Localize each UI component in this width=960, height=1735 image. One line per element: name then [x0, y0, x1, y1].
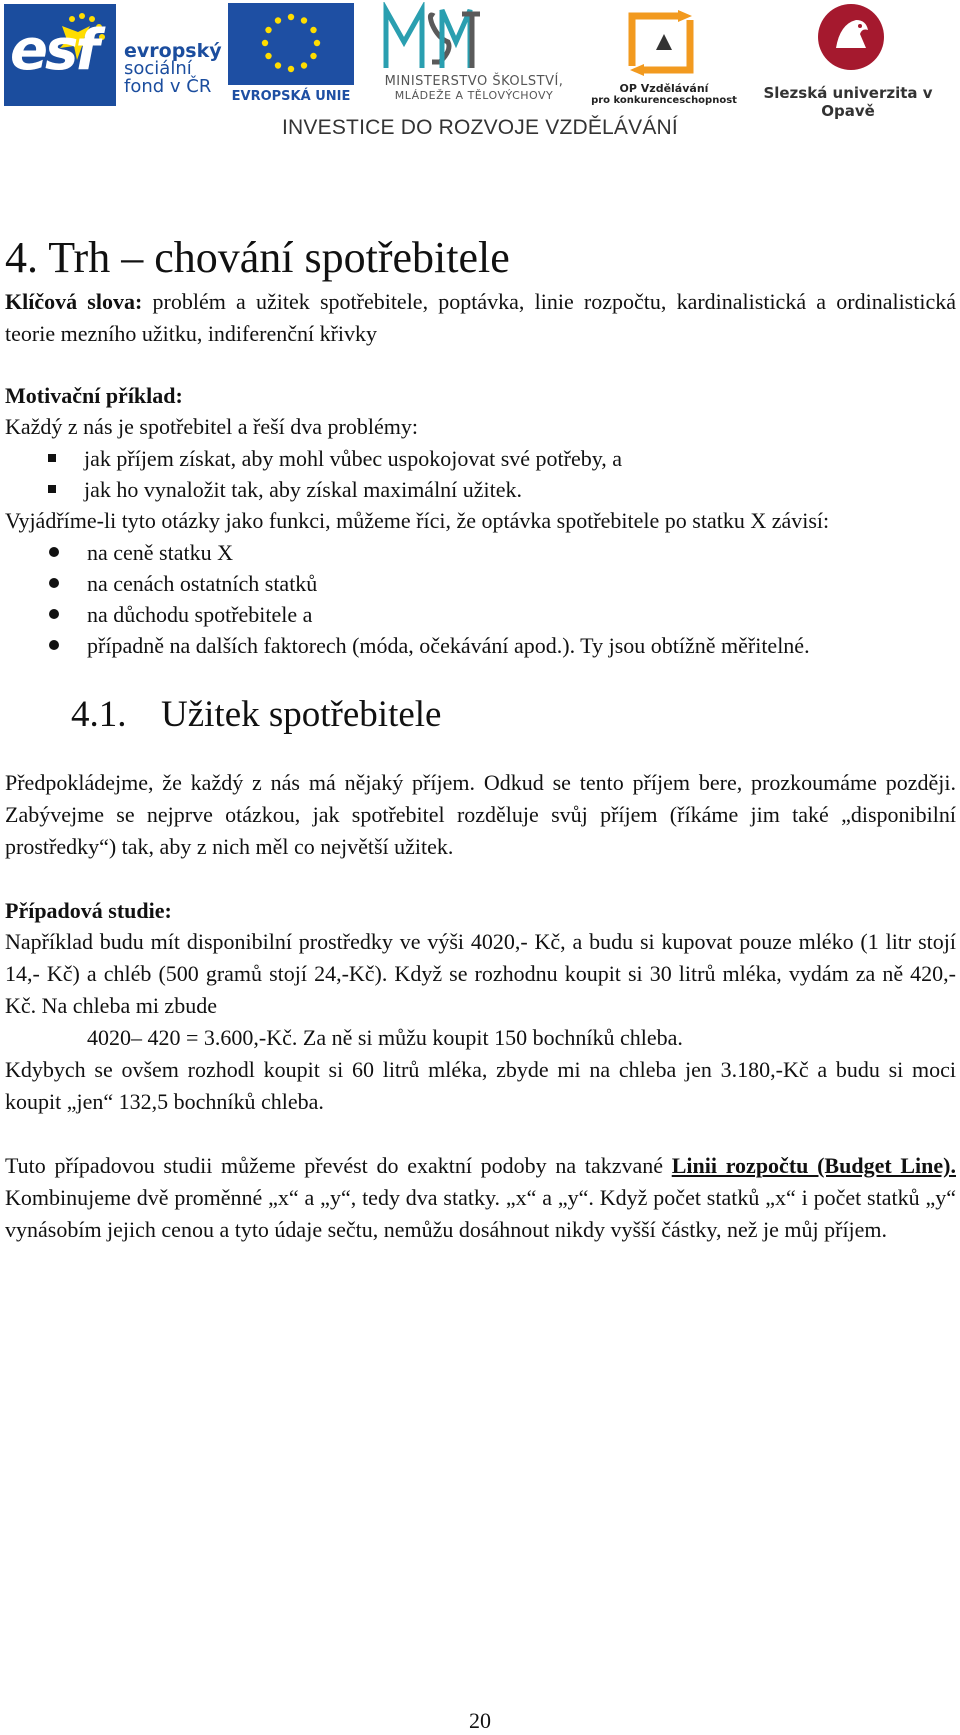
case-study-paragraph-2: Kdybych se ovšem rozhodl koupit si 60 litrů mléka, zbyde mi na chleba jen 3.180,-Kč a budu si moci koupit „jen“ 132,5 bochníků chleba.: [5, 1057, 956, 1114]
motivation-block: [5, 380, 956, 661]
section-number: 4.1.: [71, 694, 127, 735]
slu-logo: Slezská univerzita v Opavě: [738, 2, 958, 110]
chapter-title: 4. Trh – chování spotřebitele: [5, 233, 510, 282]
square-bullet-icon: [48, 454, 56, 462]
motivation-label: Motivační příklad:: [5, 383, 183, 408]
section-heading: [5, 687, 956, 743]
keywords-paragraph: [5, 286, 956, 350]
section-title: Užitek spotřebitele: [161, 694, 442, 735]
esf-logo: [4, 4, 224, 108]
budget-line-term: Linii rozpočtu (Budget Line).: [671, 1153, 956, 1178]
slu-seal: [816, 2, 886, 72]
square-bullet-icon: [48, 485, 56, 493]
round-bullet-icon: [49, 640, 59, 650]
list-item: na ceně statku X: [5, 537, 956, 568]
msmt-wordmark: MINISTERSTVO ŠKOLSTVÍ, MLÁDEŽE A TĚLOVÝCHOVY: [384, 74, 564, 102]
keywords-text: problém a užitek spotřebitele, poptávka, linie rozpočtu, kardinalistická a ordinalistická teorie mezního užitku, indiferenční křivky: [5, 289, 956, 346]
utility-paragraph: Předpokládejme, že každý z nás má nějaký příjem. Odkud se tento příjem bere, prozkoumáme později. Zabývejme se nejprve otázkou, jak spotřebitel rozděluje svůj příjem (říkáme jim také „disponibilní prostředky“) tak, aby z nich měl co největší užitek.: [5, 770, 956, 859]
case-study-label: Případová studie:: [5, 898, 172, 923]
list-item: případně na dalších faktorech (móda, očekávání apod.). Ty jsou obtížně měřitelné.: [5, 630, 956, 661]
eu-logo: EVROPSKÁ UNIE: [226, 3, 356, 109]
factor-list: [5, 537, 956, 661]
list-item: jak příjem získat, aby mohl vůbec uspokojovat své potřeby, a: [5, 443, 956, 474]
op-vk-logo: [590, 4, 738, 110]
keywords-label: Klíčová slova:: [5, 289, 143, 314]
esf-logo-mark: esf: [4, 4, 116, 106]
op-vk-mark: [626, 10, 696, 76]
document-content: [5, 230, 956, 1246]
op-vk-wordmark: OP Vzdělávání pro konkurenceschopnost: [591, 82, 737, 106]
calculation-line: 4020– 420 = 3.600,-Kč. Za ně si můžu koupit 150 bochníků chleba.: [87, 1025, 683, 1050]
eu-flag: [228, 3, 354, 85]
round-bullet-icon: [49, 578, 59, 588]
msmt-logo: [362, 2, 586, 110]
page-number: 20: [469, 1708, 491, 1733]
function-paragraph: Vyjádříme-li tyto otázky jako funkci, můžeme říci, že optávka spotřebitele po statku X závisí:: [5, 508, 830, 533]
budget-line-paragraph: Tuto případovou studii můžeme převést do exaktní podoby na takzvané Linii rozpočtu (Budget Line). Kombinujeme dvě proměnné „x“ a „y“, tedy dva statky. „x“ a „y“. Když počet statků „x“ i počet statků „y“ vynásobím jejich cenou a tyto údaje sečtu, nemůžu dosáhnout nikdy vyšší částky, než je můj příjem.: [5, 1153, 956, 1242]
list-item: jak ho vynaložit tak, aby získal maximální užitek.: [5, 474, 956, 505]
header-logos: [0, 0, 960, 150]
list-item: na cenách ostatních statků: [5, 568, 956, 599]
round-bullet-icon: [49, 609, 59, 619]
problem-list: [5, 443, 956, 505]
msmt-mark: [382, 2, 482, 72]
round-bullet-icon: [49, 547, 59, 557]
investment-slogan: INVESTICE DO ROZVOJE VZDĚLÁVÁNÍ: [282, 116, 678, 139]
motivation-intro: Každý z nás je spotřebitel a řeší dva problémy:: [5, 414, 418, 439]
esf-wordmark: evropský sociální fond v ČR: [124, 40, 222, 97]
list-item: na důchodu spotřebitele a: [5, 599, 956, 630]
case-study-paragraph: Například budu mít disponibilní prostředky ve výši 4020,- Kč, a budu si kupovat pouze mléko (1 litr stojí 14,- Kč) a chléb (500 gramů stojí 24,-Kč). Když se rozhodnu koupit si 30 litrů mléka, vydám za ně 420,-Kč. Na chleba mi zbude: [5, 929, 956, 1018]
